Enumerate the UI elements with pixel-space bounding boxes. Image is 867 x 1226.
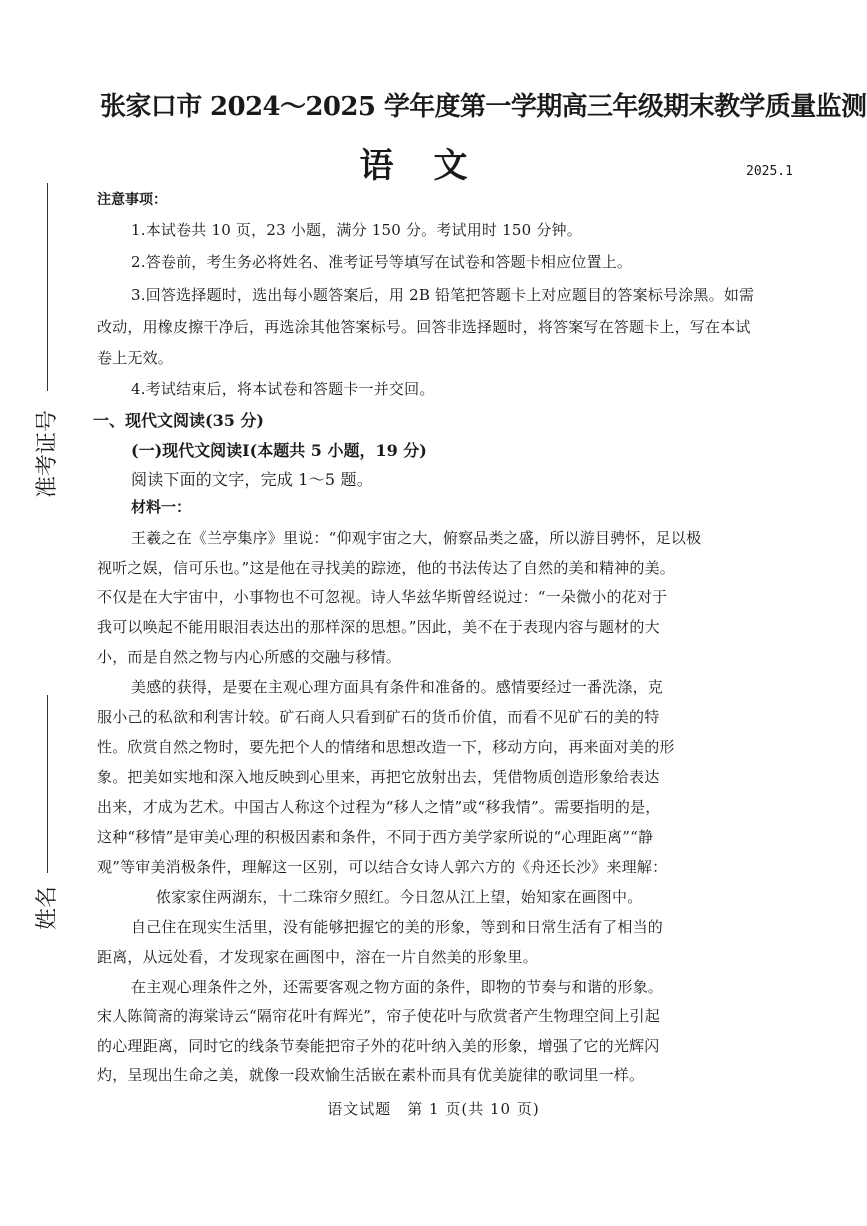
notice-item: 1.本试卷共 10 页，23 小题，满分 150 分。考试用时 150 分钟。 <box>131 221 582 239</box>
name-line <box>47 695 48 873</box>
passage-line: 性。欣赏自然之物时，要先把个人的情绪和思想改造一下，移动方向，再来面对美的形 <box>97 738 675 756</box>
passage-line: 不仅是在大宇宙中，小事物也不可忽视。诗人华兹华斯曾经说过：“一朵微小的花对于 <box>97 588 668 606</box>
sub-section-heading: (一)现代文阅读Ⅰ(本题共 5 小题，19 分) <box>131 441 427 460</box>
section-heading: 一、现代文阅读(35 分) <box>93 411 264 430</box>
subject-title: 语文 <box>359 146 508 186</box>
passage-line: 这种“移情”是审美心理的积极因素和条件，不同于西方美学家所说的“心理距离”“静 <box>97 828 654 846</box>
exam-title: 张家口市 2024～2025 学年度第一学期高三年级期末教学质量监测 <box>100 92 867 122</box>
passage-line: 自己住在现实生活里，没有能够把握它的美的形象，等到和日常生活有了相当的 <box>131 918 664 936</box>
passage-line: 王羲之在《兰亭集序》里说：“仰观宇宙之大，俯察品类之盛，所以游目骋怀，足以极 <box>131 529 702 547</box>
notice-item: 改动，用橡皮擦干净后，再选涂其他答案标号。回答非选择题时，将答案写在答题卡上，写在本试 <box>97 318 751 336</box>
passage-line: 美感的获得，是要在主观心理方面具有条件和准备的。感情要经过一番洗涤，克 <box>131 678 664 696</box>
passage-line: 灼，呈现出生命之美，就像一段欢愉生活嵌在素朴而具有优美旋律的歌词里一样。 <box>97 1066 645 1084</box>
exam-id-line <box>47 183 48 391</box>
notice-item: 3.回答选择题时，选出每小题答案后，用 2B 铅笔把答题卡上对应题目的答案标号涂黑。如需 <box>131 286 755 304</box>
passage-line: 小，而是自然之物与内心所感的交融与移情。 <box>97 648 402 666</box>
passage-line: 出来，才成为艺术。中国古人称这个过程为“移人之情”或“移我情”。需要指明的是， <box>97 798 661 816</box>
notice-item: 2.答卷前，考生务必将姓名、准考证号等填写在试卷和答题卡相应位置上。 <box>131 253 633 271</box>
passage-line: 在主观心理条件之外，还需要客观之物方面的条件，即物的节奏与和谐的形象。 <box>131 978 664 996</box>
passage-line: 宋人陈简斋的海棠诗云“隔帘花叶有辉光”，帘子使花叶与欣赏者产生物理空间上引起 <box>97 1007 660 1025</box>
notice-item: 卷上无效。 <box>97 349 174 367</box>
poem-line: 侬家家住两湖东，十二珠帘夕照红。今日忽从江上望，始知家在画图中。 <box>156 888 643 906</box>
name-label: 姓名 <box>35 885 60 930</box>
passage-line: 我可以唤起不能用眼泪表达出的那样深的思想。”因此，美不在于表现内容与题材的大 <box>97 618 660 636</box>
page-footer: 语文试题 第 1 页(共 10 页) <box>327 1100 540 1118</box>
notice-item: 4.考试结束后，将本试卷和答题卡一并交回。 <box>131 380 435 398</box>
exam-id-label: 准考证号 <box>35 409 60 498</box>
passage-line: 象。把美如实地和深入地反映到心里来，再把它放射出去，凭借物质创造形象给表达 <box>97 768 660 786</box>
instruction: 阅读下面的文字，完成 1～5 题。 <box>131 470 373 489</box>
passage-line: 观”等审美消极条件，理解这一区别，可以结合女诗人郭六方的《舟还长沙》来理解： <box>97 858 668 876</box>
exam-date: 2025.1 <box>746 164 793 179</box>
passage-line: 服小己的私欲和利害计较。矿石商人只看到矿石的货币价值，而看不见矿石的美的特 <box>97 708 660 726</box>
passage-line: 距离，从远处看，才发现家在画图中，溶在一片自然美的形象里。 <box>97 948 538 966</box>
passage-line: 视听之娱，信可乐也。”这是他在寻找美的踪迹，他的书法传达了自然的美和精神的美。 <box>97 559 675 577</box>
material-label: 材料一： <box>131 498 192 516</box>
passage-line: 的心理距离，同时它的线条节奏能把帘子外的花叶纳入美的形象，增强了它的光辉闪 <box>97 1037 660 1055</box>
notice-heading: 注意事项： <box>97 192 167 208</box>
